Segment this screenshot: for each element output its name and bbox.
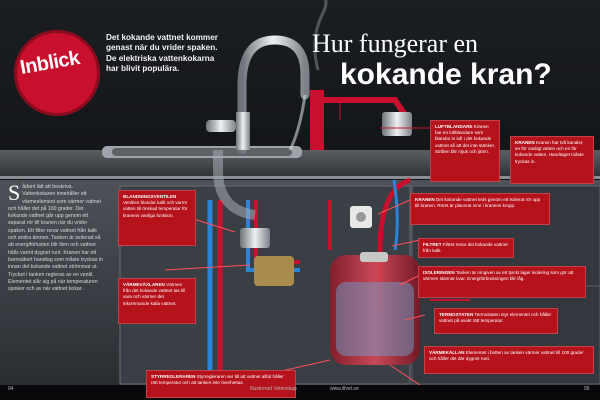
body-paragraph: ådant lätt att beskriva. Vattenkokaren innehåller ett värmeelement som värmer vattnet och håller det på 100 grader. Det kokande vattnet går upp genom ett separat rör till kranen när du vrider spaken. Ett filter renar vattnet från kalk och andra ämnen. Tanken är isolerad så att energiförlusten blir liten och vattnet hålls varmt dygnet runt. Kranen har ett barnsäkert handtag som måste tryckas in innan det kokande vattnet strömmar ut. Trycket i tanken regleras av en ventil. Elementet slår sig på när temperaturen sjunker och av när vattnet kokar. [8, 184, 103, 293]
footer-title-left: Illustrerad Vetenskap [250, 386, 297, 392]
callout-title: TERMOSTATEN [439, 312, 474, 317]
callout-kranen-pipe [410, 193, 550, 225]
callout-text: Värmen från det kokande vattnet tas till vara och värmer det inkommande kalla vattnet. [123, 282, 186, 306]
inblick-logo [14, 30, 100, 116]
page-number-right: 95 [584, 386, 590, 392]
callout-text: Kranen har en luftblandare som blandar in luft i det kokande vattnet så att det inte stänker. Strålen blir mjuk och jämn. [435, 124, 496, 154]
callout-kranen-top [510, 136, 594, 184]
callout-luftblandare [430, 120, 500, 182]
callout-title: KRANEN [415, 197, 435, 202]
callout-varmevaxlaren [118, 278, 196, 324]
callout-text: Tanken är omgiven av ett tjockt lager isolering som gör att värmen stannar kvar. Energiförbrukningen blir låg. [423, 270, 574, 282]
callout-title: VÄRMEKÄLLAN [429, 350, 465, 355]
callout-title: ISOLERINGEN [423, 270, 455, 275]
callout-text: Elementet i botten av tanken värmer vattnet till 100 grader och håller det där dygnet runt. [429, 350, 584, 362]
intro-text: Det kokande vattnet kommer genast när du vrider spaken. De elektriska vattenkokarna har blivit populära. [106, 33, 218, 73]
footer-title-right: www.illvet.se [330, 386, 359, 392]
callout-text: Filtret renar det kokande vattnet från kalk. [423, 242, 508, 254]
dropcap: S [8, 180, 21, 205]
callout-isoleringen [418, 266, 586, 298]
callout-title: LUFTBLANDARE [435, 124, 473, 129]
callout-title: FILTRET [423, 242, 442, 247]
callout-text: Kranen har två kanaler, en för vanligt vatten och en för kokande vatten. Handtaget måste tryckas in. [515, 140, 584, 164]
headline-line-1: Hur fungerar en [312, 29, 479, 58]
callout-title: KRANEN [515, 140, 535, 145]
callout-text: Ventilen blandar kallt och varmt vatten till önskad temperatur för kranens vanliga funktion. [123, 200, 188, 218]
callout-text: Termostaten styr elementet och håller vattnet på exakt rätt temperatur. [439, 312, 552, 324]
body-text [8, 180, 104, 293]
callout-title: STYRREGLERAREN [151, 374, 196, 379]
callout-varmekallan [424, 346, 594, 374]
page-number-left: 94 [8, 386, 14, 392]
callout-styrregleraren [146, 370, 296, 398]
callout-text: Styrregleraren ser till att vattnet alltid håller rätt temperatur och att tanken inte överhettas. [151, 374, 284, 386]
callout-filtret [418, 238, 514, 258]
callout-termostaten [434, 308, 558, 334]
callout-text: Det kokande vattnet leds genom ett isolerat rör upp till kranen. Röret är placerat inne i kranens kropp. [415, 197, 541, 209]
callout-blandningsventilen [118, 190, 196, 246]
logo-label: Inblick [18, 46, 82, 80]
callout-title: BLANDNINGSVENTILEN [123, 194, 177, 199]
headline-line-2: kokande kran? [340, 58, 552, 91]
callout-title: VÄRMEVÄXLAREN [123, 282, 165, 287]
